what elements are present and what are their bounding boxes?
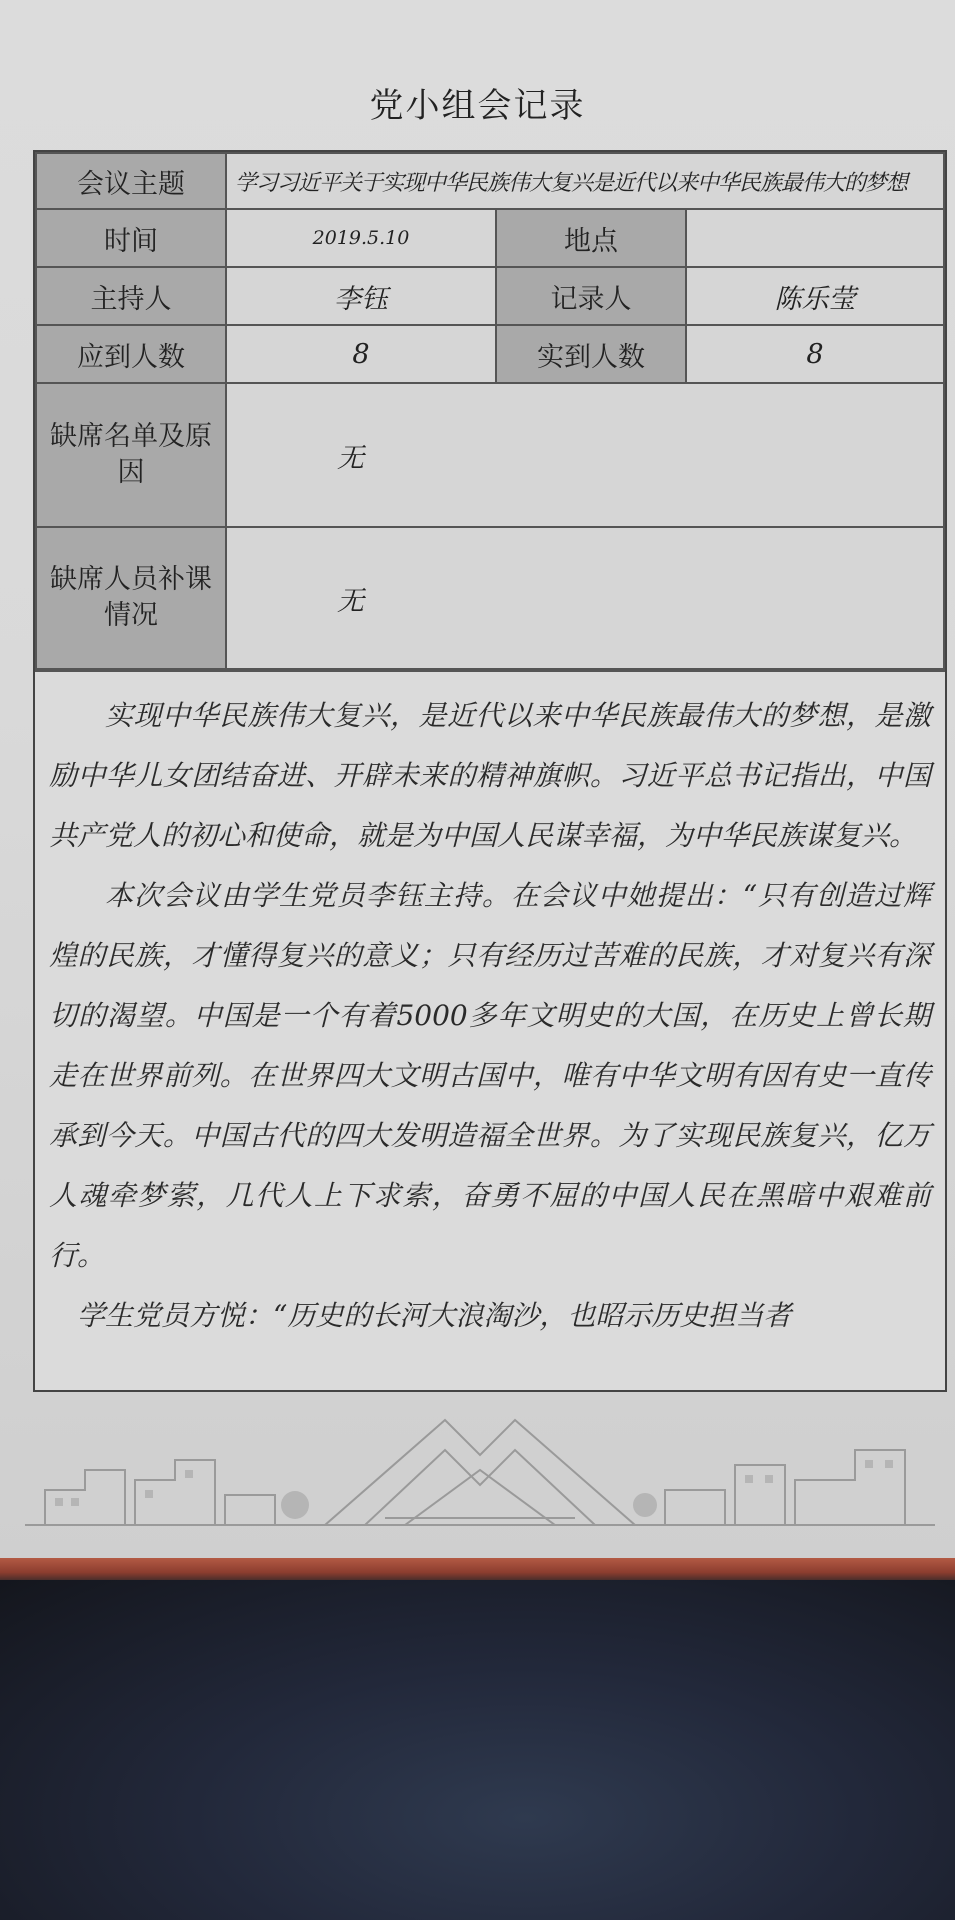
value-absent-list: 无	[226, 383, 944, 527]
value-absent-makeup: 无	[226, 527, 944, 669]
value-topic: 学习习近平关于实现中华民族伟大复兴是近代以来中华民族最伟大的梦想	[226, 153, 944, 209]
label-topic: 会议主题	[36, 153, 226, 209]
notes-paragraph-2: 本次会议由学生党员李钰主持。在会议中她提出：“只有创造过辉煌的民族，才懂得复兴的意义；只有经历过苦难的民族，才对复兴有深切的渴望。中国是一个有着5000多年文明史的大国，在历史上曾长期走在世界前列。在世界四大文明古国中，唯有中华文明有因有史一直传承到今天。中国古代的四大发明造福全世界。为了实现民族复兴，亿万人魂牵梦萦，几代人上下求索，奋勇不屈的中国人民在黑暗中艰难前行。	[49, 879, 931, 1272]
row-topic	[36, 153, 944, 209]
row-time-place	[36, 209, 944, 267]
meeting-record-form	[33, 150, 947, 1392]
paper-bottom-edge	[0, 1558, 955, 1582]
row-attendance	[36, 325, 944, 383]
notes-paragraph-3: 学生党员方悦：“历史的长河大浪淘沙，也昭示历史担当者	[77, 1299, 792, 1332]
value-actual: 8	[686, 325, 944, 383]
meeting-info-table	[35, 152, 945, 670]
row-absent-makeup	[36, 527, 944, 669]
meeting-notes-body	[35, 670, 945, 1390]
row-absent-list	[36, 383, 944, 527]
label-time: 时间	[36, 209, 226, 267]
label-absent-makeup: 缺席人员补课情况	[36, 527, 226, 669]
value-host: 李钰	[226, 267, 496, 325]
desk-surface	[0, 1580, 955, 1920]
label-actual: 实到人数	[496, 325, 686, 383]
label-place: 地点	[496, 209, 686, 267]
value-expected: 8	[226, 325, 496, 383]
notes-paragraph-1: 实现中华民族伟大复兴，是近代以来中华民族最伟大的梦想，是激励中华儿女团结奋进、开辟未来的精神旗帜。习近平总书记指出，中国共产党人的初心和使命，就是为中国人民谋幸福，为中华民族谋复兴。	[49, 699, 931, 852]
document-title: 党小组会记录	[369, 86, 586, 126]
row-host-recorder	[36, 267, 944, 325]
campus-skyline-illustration	[25, 1410, 935, 1540]
label-host: 主持人	[36, 267, 226, 325]
label-expected: 应到人数	[36, 325, 226, 383]
label-absent-list: 缺席名单及原因	[36, 383, 226, 527]
value-recorder: 陈乐莹	[686, 267, 944, 325]
value-time: 2019.5.10	[226, 209, 496, 267]
label-recorder: 记录人	[496, 267, 686, 325]
value-place	[686, 209, 944, 267]
